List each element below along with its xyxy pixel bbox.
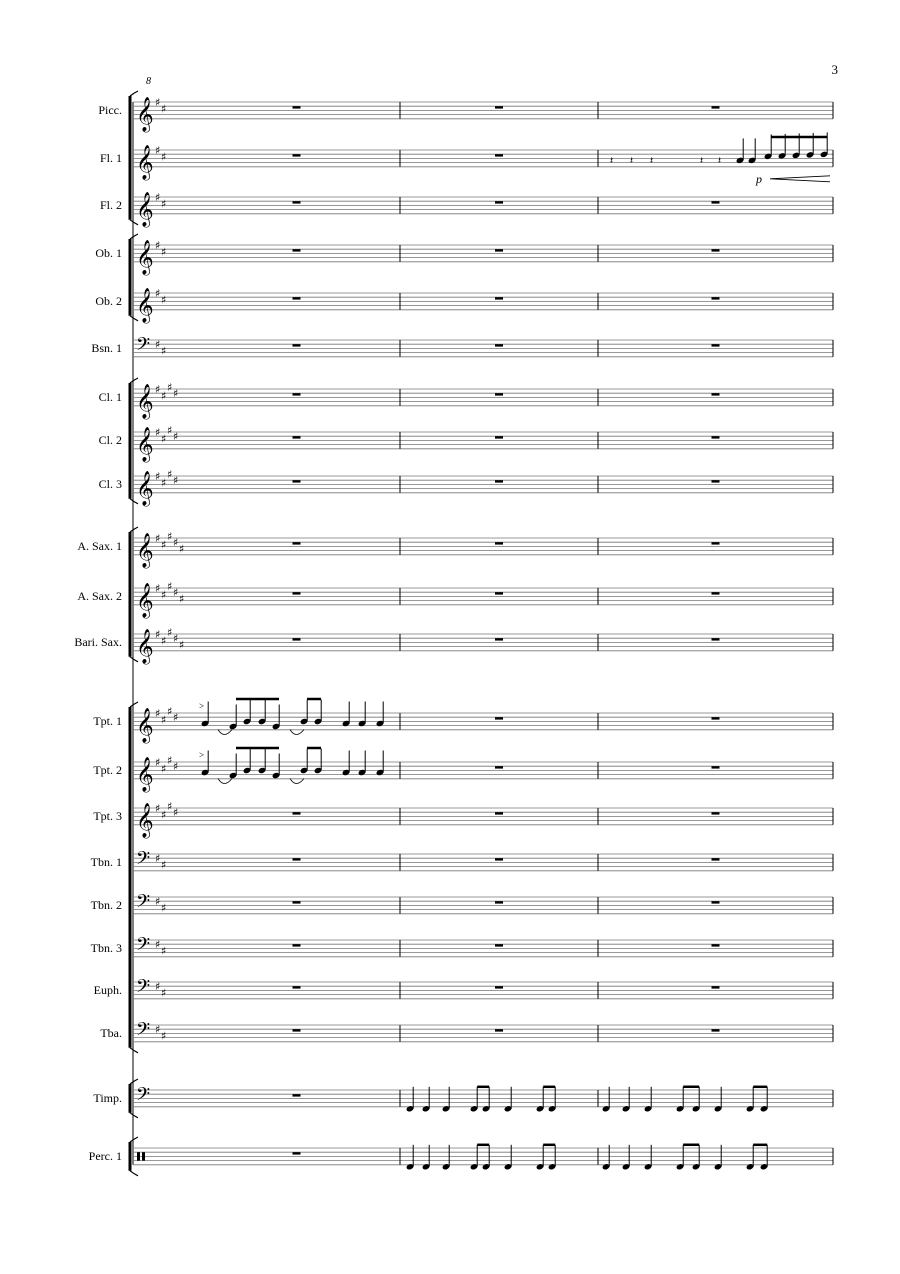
key-sharp: ♯ — [161, 432, 167, 446]
whole-rest — [293, 858, 301, 860]
label-flute-2: Fl. 2 — [99, 198, 122, 213]
whole-rest — [712, 638, 720, 640]
whole-rest — [712, 201, 720, 203]
key-sharp: ♯ — [155, 532, 161, 545]
whole-rest — [495, 986, 503, 988]
staff — [133, 381, 833, 420]
key-sharp: ♯ — [155, 470, 161, 483]
key-sharp: ♯ — [173, 387, 179, 401]
label-alto-sax-1: A. Sax. 1 — [77, 539, 122, 554]
key-sharp: ♯ — [173, 806, 179, 820]
key-sharp: ♯ — [161, 245, 167, 259]
label-trumpet-2: Tpt. 2 — [93, 763, 122, 778]
label-trumpet-3: Tpt. 3 — [93, 809, 122, 824]
whole-rest — [712, 717, 720, 719]
whole-rest — [293, 393, 301, 395]
key-sharp: ♯ — [155, 802, 161, 815]
key-sharp: ♯ — [161, 389, 167, 403]
whole-rest — [495, 344, 503, 346]
key-sharp: ♯ — [155, 582, 161, 595]
percussion-rhythm — [406, 1145, 769, 1171]
accent-mark: > — [199, 750, 205, 760]
whole-rest — [712, 249, 720, 251]
whole-rest — [293, 480, 301, 482]
key-sharp: ♯ — [161, 634, 167, 648]
label-bassoon-1: Bsn. 1 — [91, 341, 122, 356]
whole-rest — [712, 1029, 720, 1031]
treble-clef: 𝄞 — [136, 287, 154, 323]
key-sharp: ♯ — [161, 858, 167, 872]
key-sharp: ♯ — [155, 895, 161, 909]
bass-clef: 𝄢 — [136, 976, 151, 1002]
key-sharp: ♯ — [155, 1023, 161, 1037]
key-sharp: ♯ — [161, 150, 167, 164]
dynamic-p: p — [756, 171, 762, 186]
key-sharp: ♯ — [161, 588, 167, 602]
key-sharp: ♯ — [161, 808, 167, 822]
whole-rest — [495, 249, 503, 251]
treble-clef: 𝄞 — [136, 756, 154, 792]
label-tuba: Tba. — [100, 1026, 122, 1041]
treble-clef: 𝄞 — [136, 383, 154, 419]
staff — [133, 892, 833, 917]
key-sharp: ♯ — [155, 628, 161, 641]
whole-rest — [293, 249, 301, 251]
whole-rest — [293, 154, 301, 156]
staff — [133, 1020, 833, 1045]
treble-clef: 𝄞 — [136, 426, 154, 462]
bass-clef: 𝄢 — [136, 934, 151, 960]
key-sharp: ♯ — [167, 529, 173, 543]
whole-rest — [712, 812, 720, 814]
treble-clef: 𝄞 — [136, 707, 154, 743]
whole-rest — [495, 1029, 503, 1031]
label-flute-1: Fl. 1 — [99, 151, 122, 166]
rest: 𝄽 — [718, 155, 722, 167]
whole-rest — [712, 901, 720, 903]
whole-rest — [712, 393, 720, 395]
label-clarinet-1: Cl. 1 — [98, 390, 122, 405]
label-trombone-3: Tbn. 3 — [90, 941, 122, 956]
bass-clef: 𝄢 — [136, 891, 151, 917]
staff — [133, 239, 833, 276]
timpani-rhythm — [406, 1087, 769, 1113]
key-sharp: ♯ — [161, 344, 167, 358]
whole-rest — [293, 592, 301, 594]
staff — [133, 96, 833, 133]
whole-rest — [712, 858, 720, 860]
slur — [290, 730, 304, 735]
key-sharp: ♯ — [155, 338, 161, 352]
whole-rest — [495, 106, 503, 108]
key-sharp: ♯ — [155, 980, 161, 994]
treble-clef: 𝄞 — [136, 532, 154, 568]
label-trumpet-1: Tpt. 1 — [93, 714, 122, 729]
crescendo — [770, 176, 830, 182]
key-sharp: ♯ — [173, 430, 179, 444]
label-euphonium: Euph. — [93, 983, 122, 998]
key-sharp: ♯ — [161, 762, 167, 776]
key-sharp: ♯ — [161, 713, 167, 727]
label-percussion-1: Perc. 1 — [88, 1149, 122, 1164]
whole-rest — [293, 201, 301, 203]
whole-rest — [712, 436, 720, 438]
staff — [133, 626, 833, 665]
treble-clef: 𝄞 — [136, 144, 154, 180]
key-sharp: ♯ — [173, 632, 179, 646]
whole-rest — [293, 1094, 301, 1096]
key-sharp: ♯ — [173, 474, 179, 488]
trumpet-figure — [199, 699, 384, 735]
key-sharp: ♯ — [155, 96, 161, 109]
staff — [133, 977, 833, 1002]
key-sharp: ♯ — [179, 592, 185, 606]
rest: 𝄽 — [700, 155, 704, 167]
label-piccolo: Picc. — [98, 103, 122, 118]
whole-rest — [293, 297, 301, 299]
key-sharp: ♯ — [179, 542, 185, 556]
whole-rest — [293, 944, 301, 946]
whole-rest — [495, 154, 503, 156]
whole-rest — [495, 542, 503, 544]
whole-rest — [293, 106, 301, 108]
treble-clef: 𝄞 — [136, 191, 154, 227]
rest: 𝄽 — [630, 155, 634, 167]
key-sharp: ♯ — [155, 756, 161, 769]
slur — [218, 730, 232, 735]
whole-rest — [495, 201, 503, 203]
whole-rest — [712, 344, 720, 346]
whole-rest — [293, 1152, 301, 1154]
label-timpani: Timp. — [93, 1091, 122, 1106]
key-sharp: ♯ — [167, 799, 173, 813]
whole-rest — [712, 592, 720, 594]
key-sharp: ♯ — [173, 586, 179, 600]
staff — [133, 424, 833, 463]
whole-rest — [712, 986, 720, 988]
whole-rest — [495, 858, 503, 860]
key-sharp: ♯ — [161, 901, 167, 915]
treble-clef: 𝄞 — [136, 96, 154, 132]
whole-rest — [293, 901, 301, 903]
key-sharp: ♯ — [167, 704, 173, 718]
whole-rest — [712, 944, 720, 946]
percussion-clef — [137, 1152, 140, 1160]
whole-rest — [495, 812, 503, 814]
staff — [133, 1085, 833, 1110]
key-sharp: ♯ — [161, 197, 167, 211]
rest: 𝄽 — [610, 155, 614, 167]
label-trombone-2: Tbn. 2 — [90, 898, 122, 913]
staff — [133, 800, 833, 839]
key-sharp: ♯ — [155, 852, 161, 866]
trumpet-figure — [199, 748, 384, 784]
key-sharp: ♯ — [155, 383, 161, 396]
staff — [133, 705, 833, 744]
whole-rest — [712, 106, 720, 108]
whole-rest — [293, 344, 301, 346]
bass-clef: 𝄢 — [136, 1019, 151, 1045]
key-sharp: ♯ — [167, 467, 173, 481]
treble-clef: 𝄞 — [136, 470, 154, 506]
measure-number: 8 — [146, 76, 151, 87]
label-oboe-2: Ob. 2 — [95, 294, 122, 309]
whole-rest — [712, 480, 720, 482]
key-sharp: ♯ — [155, 287, 161, 300]
whole-rest — [495, 297, 503, 299]
whole-rest — [293, 638, 301, 640]
bass-clef: 𝄢 — [136, 334, 151, 360]
whole-rest — [293, 542, 301, 544]
key-sharp: ♯ — [161, 476, 167, 490]
whole-rest — [495, 592, 503, 594]
whole-rest — [293, 1029, 301, 1031]
bass-clef: 𝄢 — [136, 848, 151, 874]
key-sharp: ♯ — [155, 938, 161, 952]
rest: 𝄽 — [650, 155, 654, 167]
label-alto-sax-2: A. Sax. 2 — [77, 589, 122, 604]
key-sharp: ♯ — [161, 293, 167, 307]
staff — [133, 530, 833, 569]
label-bari-sax: Bari. Sax. — [74, 635, 122, 650]
staff — [133, 335, 833, 360]
key-sharp: ♯ — [167, 625, 173, 639]
key-sharp: ♯ — [161, 986, 167, 1000]
whole-rest — [712, 297, 720, 299]
whole-rest — [495, 393, 503, 395]
label-clarinet-2: Cl. 2 — [98, 433, 122, 448]
whole-rest — [712, 766, 720, 768]
slur — [218, 779, 232, 784]
whole-rest — [495, 480, 503, 482]
treble-clef: 𝄞 — [136, 628, 154, 664]
key-sharp: ♯ — [155, 239, 161, 252]
whole-rest — [495, 766, 503, 768]
staff — [133, 754, 833, 793]
key-sharp: ♯ — [167, 380, 173, 394]
percussion-clef — [142, 1152, 145, 1160]
accent-mark: > — [199, 701, 205, 711]
label-oboe-1: Ob. 1 — [95, 246, 122, 261]
page-number: 3 — [831, 62, 838, 77]
key-sharp: ♯ — [155, 426, 161, 439]
key-sharp: ♯ — [173, 536, 179, 550]
key-sharp: ♯ — [173, 760, 179, 774]
whole-rest — [293, 812, 301, 814]
key-sharp: ♯ — [167, 423, 173, 437]
whole-rest — [495, 436, 503, 438]
key-sharp: ♯ — [167, 753, 173, 767]
staff — [133, 191, 833, 228]
treble-clef: 𝄞 — [136, 239, 154, 275]
whole-rest — [495, 638, 503, 640]
key-sharp: ♯ — [155, 144, 161, 157]
key-sharp: ♯ — [179, 638, 185, 652]
key-sharp: ♯ — [173, 711, 179, 725]
staff — [133, 287, 833, 324]
whole-rest — [495, 944, 503, 946]
whole-rest — [495, 717, 503, 719]
key-sharp: ♯ — [161, 944, 167, 958]
key-sharp: ♯ — [155, 191, 161, 204]
whole-rest — [495, 901, 503, 903]
staff — [133, 468, 833, 507]
whole-rest — [293, 436, 301, 438]
whole-rest — [293, 986, 301, 988]
key-sharp: ♯ — [155, 707, 161, 720]
flute-figure — [610, 132, 830, 185]
label-clarinet-3: Cl. 3 — [98, 477, 122, 492]
slur — [290, 779, 304, 784]
key-sharp: ♯ — [161, 538, 167, 552]
bass-clef: 𝄢 — [136, 1084, 151, 1110]
treble-clef: 𝄞 — [136, 802, 154, 838]
staff — [133, 144, 833, 181]
label-trombone-1: Tbn. 1 — [90, 855, 122, 870]
treble-clef: 𝄞 — [136, 582, 154, 618]
staff — [133, 580, 833, 619]
whole-rest — [712, 542, 720, 544]
key-sharp: ♯ — [167, 579, 173, 593]
key-sharp: ♯ — [161, 1029, 167, 1043]
staff — [133, 849, 833, 874]
staff — [133, 1148, 833, 1165]
key-sharp: ♯ — [161, 102, 167, 116]
staff — [133, 935, 833, 960]
